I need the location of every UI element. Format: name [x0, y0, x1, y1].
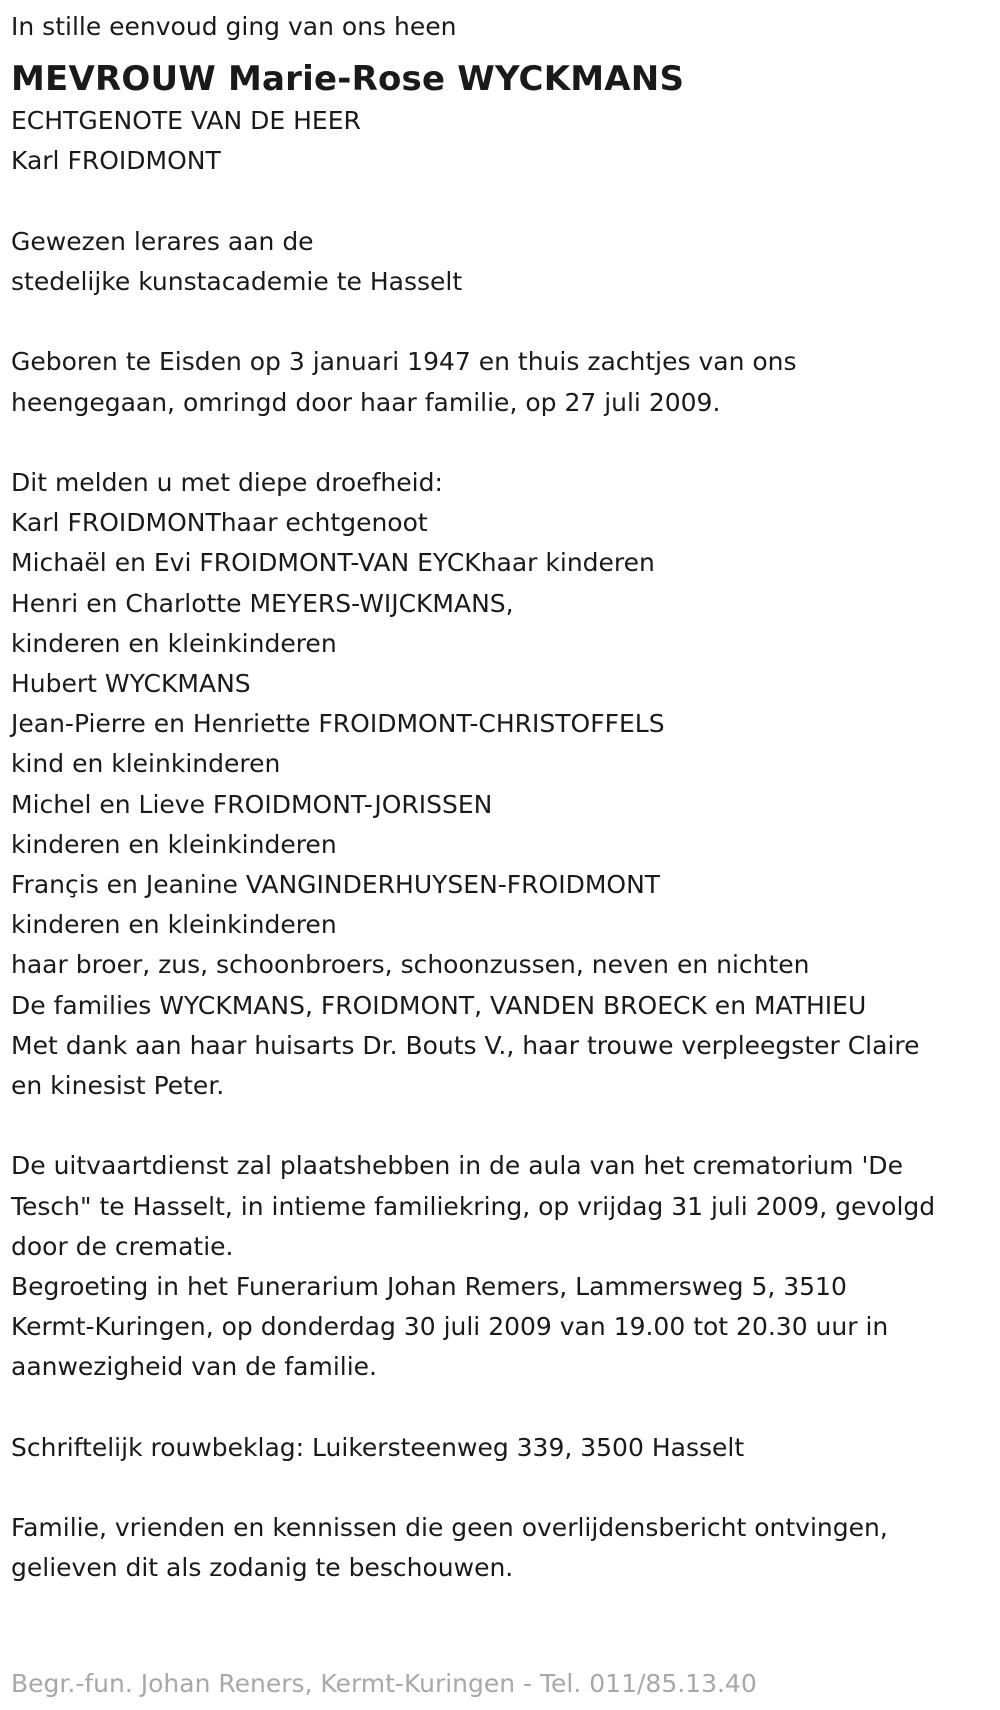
spacer — [11, 1468, 996, 1508]
spacer — [11, 302, 996, 342]
birth-death-line: heengegaan, omringd door haar familie, op 27 juli 2009. — [11, 387, 721, 417]
deceased-name: MEVROUW Marie-Rose WYCKMANS — [11, 59, 685, 100]
mourner-line: kinderen en kleinkinderen — [11, 829, 337, 859]
funeral-director-footer: Begr.-fun. Johan Reners, Kermt-Kuringen - Tel. 011/85.13.40 — [11, 1669, 757, 1698]
notice-line: Familie, vrienden en kennissen die geen overlijdensbericht ontvingen, — [11, 1513, 888, 1543]
obituary-notice — [11, 7, 996, 1589]
spacer — [11, 1388, 996, 1428]
service-line: aanwezigheid van de familie. — [11, 1352, 377, 1382]
mourner-line: kinderen en kleinkinderen — [11, 910, 337, 940]
mourner-line: Jean-Pierre en Henriette FROIDMONT-CHRISTOFFELS — [11, 709, 665, 739]
mourner-line: kind en kleinkinderen — [11, 749, 281, 779]
notice-line: gelieven dit als zodanig te beschouwen. — [11, 1553, 514, 1583]
service-line: Begroeting in het Funerarium Johan Remers, Lammersweg 5, 3510 — [11, 1272, 847, 1302]
birth-death-line: Geboren te Eisden op 3 januari 1947 en thuis zachtjes van ons — [11, 347, 797, 377]
intro-line: In stille eenvoud ging van ons heen — [11, 12, 457, 41]
mourner-line: Françis en Jeanine VANGINDERHUYSEN-FROIDMONT — [11, 870, 661, 900]
spacer — [11, 423, 996, 463]
spacer — [11, 1106, 996, 1146]
mourner-line: kinderen en kleinkinderen — [11, 628, 337, 658]
profession-block — [11, 222, 996, 302]
service-line: Kermt-Kuringen, op donderdag 30 juli 2009 van 19.00 tot 20.30 uur in — [11, 1312, 889, 1342]
profession-line: Gewezen lerares aan de — [11, 226, 314, 256]
condolence-address: Schriftelijk rouwbeklag: Luikersteenweg 339, 3500 Hasselt — [11, 1432, 745, 1462]
service-line: door de crematie. — [11, 1231, 234, 1261]
mourner-line: Michaël en Evi FROIDMONT-VAN EYCKhaar kinderen — [11, 548, 655, 578]
mourner-line: Karl FROIDMONThaar echtgenoot — [11, 508, 428, 538]
spacer — [11, 182, 996, 222]
profession-line: stedelijke kunstacademie te Hasselt — [11, 267, 463, 296]
mourners-intro: Dit melden u met diepe droefheid: — [11, 467, 443, 497]
mourner-line: en kinesist Peter. — [11, 1071, 225, 1101]
spouse-name: Karl FROIDMONT — [11, 146, 221, 176]
service-line: Tesch" te Hasselt, in intieme familiekring, op vrijdag 31 juli 2009, gevolgd — [11, 1191, 936, 1221]
relation-line: ECHTGENOTE VAN DE HEER — [11, 106, 361, 136]
birth-death-block — [11, 342, 996, 422]
mourner-line: De families WYCKMANS, FROIDMONT, VANDEN BROECK en MATHIEU — [11, 990, 867, 1020]
service-line: De uitvaartdienst zal plaatshebben in de aula van het crematorium 'De — [11, 1151, 903, 1181]
mourner-line: Henri en Charlotte MEYERS-WIJCKMANS, — [11, 588, 514, 618]
mourner-line: Michel en Lieve FROIDMONT-JORISSEN — [11, 789, 493, 819]
service-block — [11, 1146, 996, 1387]
mourner-line: haar broer, zus, schoonbroers, schoonzussen, neven en nichten — [11, 950, 810, 980]
mourner-line: Hubert WYCKMANS — [11, 669, 251, 698]
mourner-line: Met dank aan haar huisarts Dr. Bouts V., haar trouwe verpleegster Claire — [11, 1030, 920, 1060]
mourners-block — [11, 463, 996, 1106]
notice-block — [11, 1508, 996, 1588]
